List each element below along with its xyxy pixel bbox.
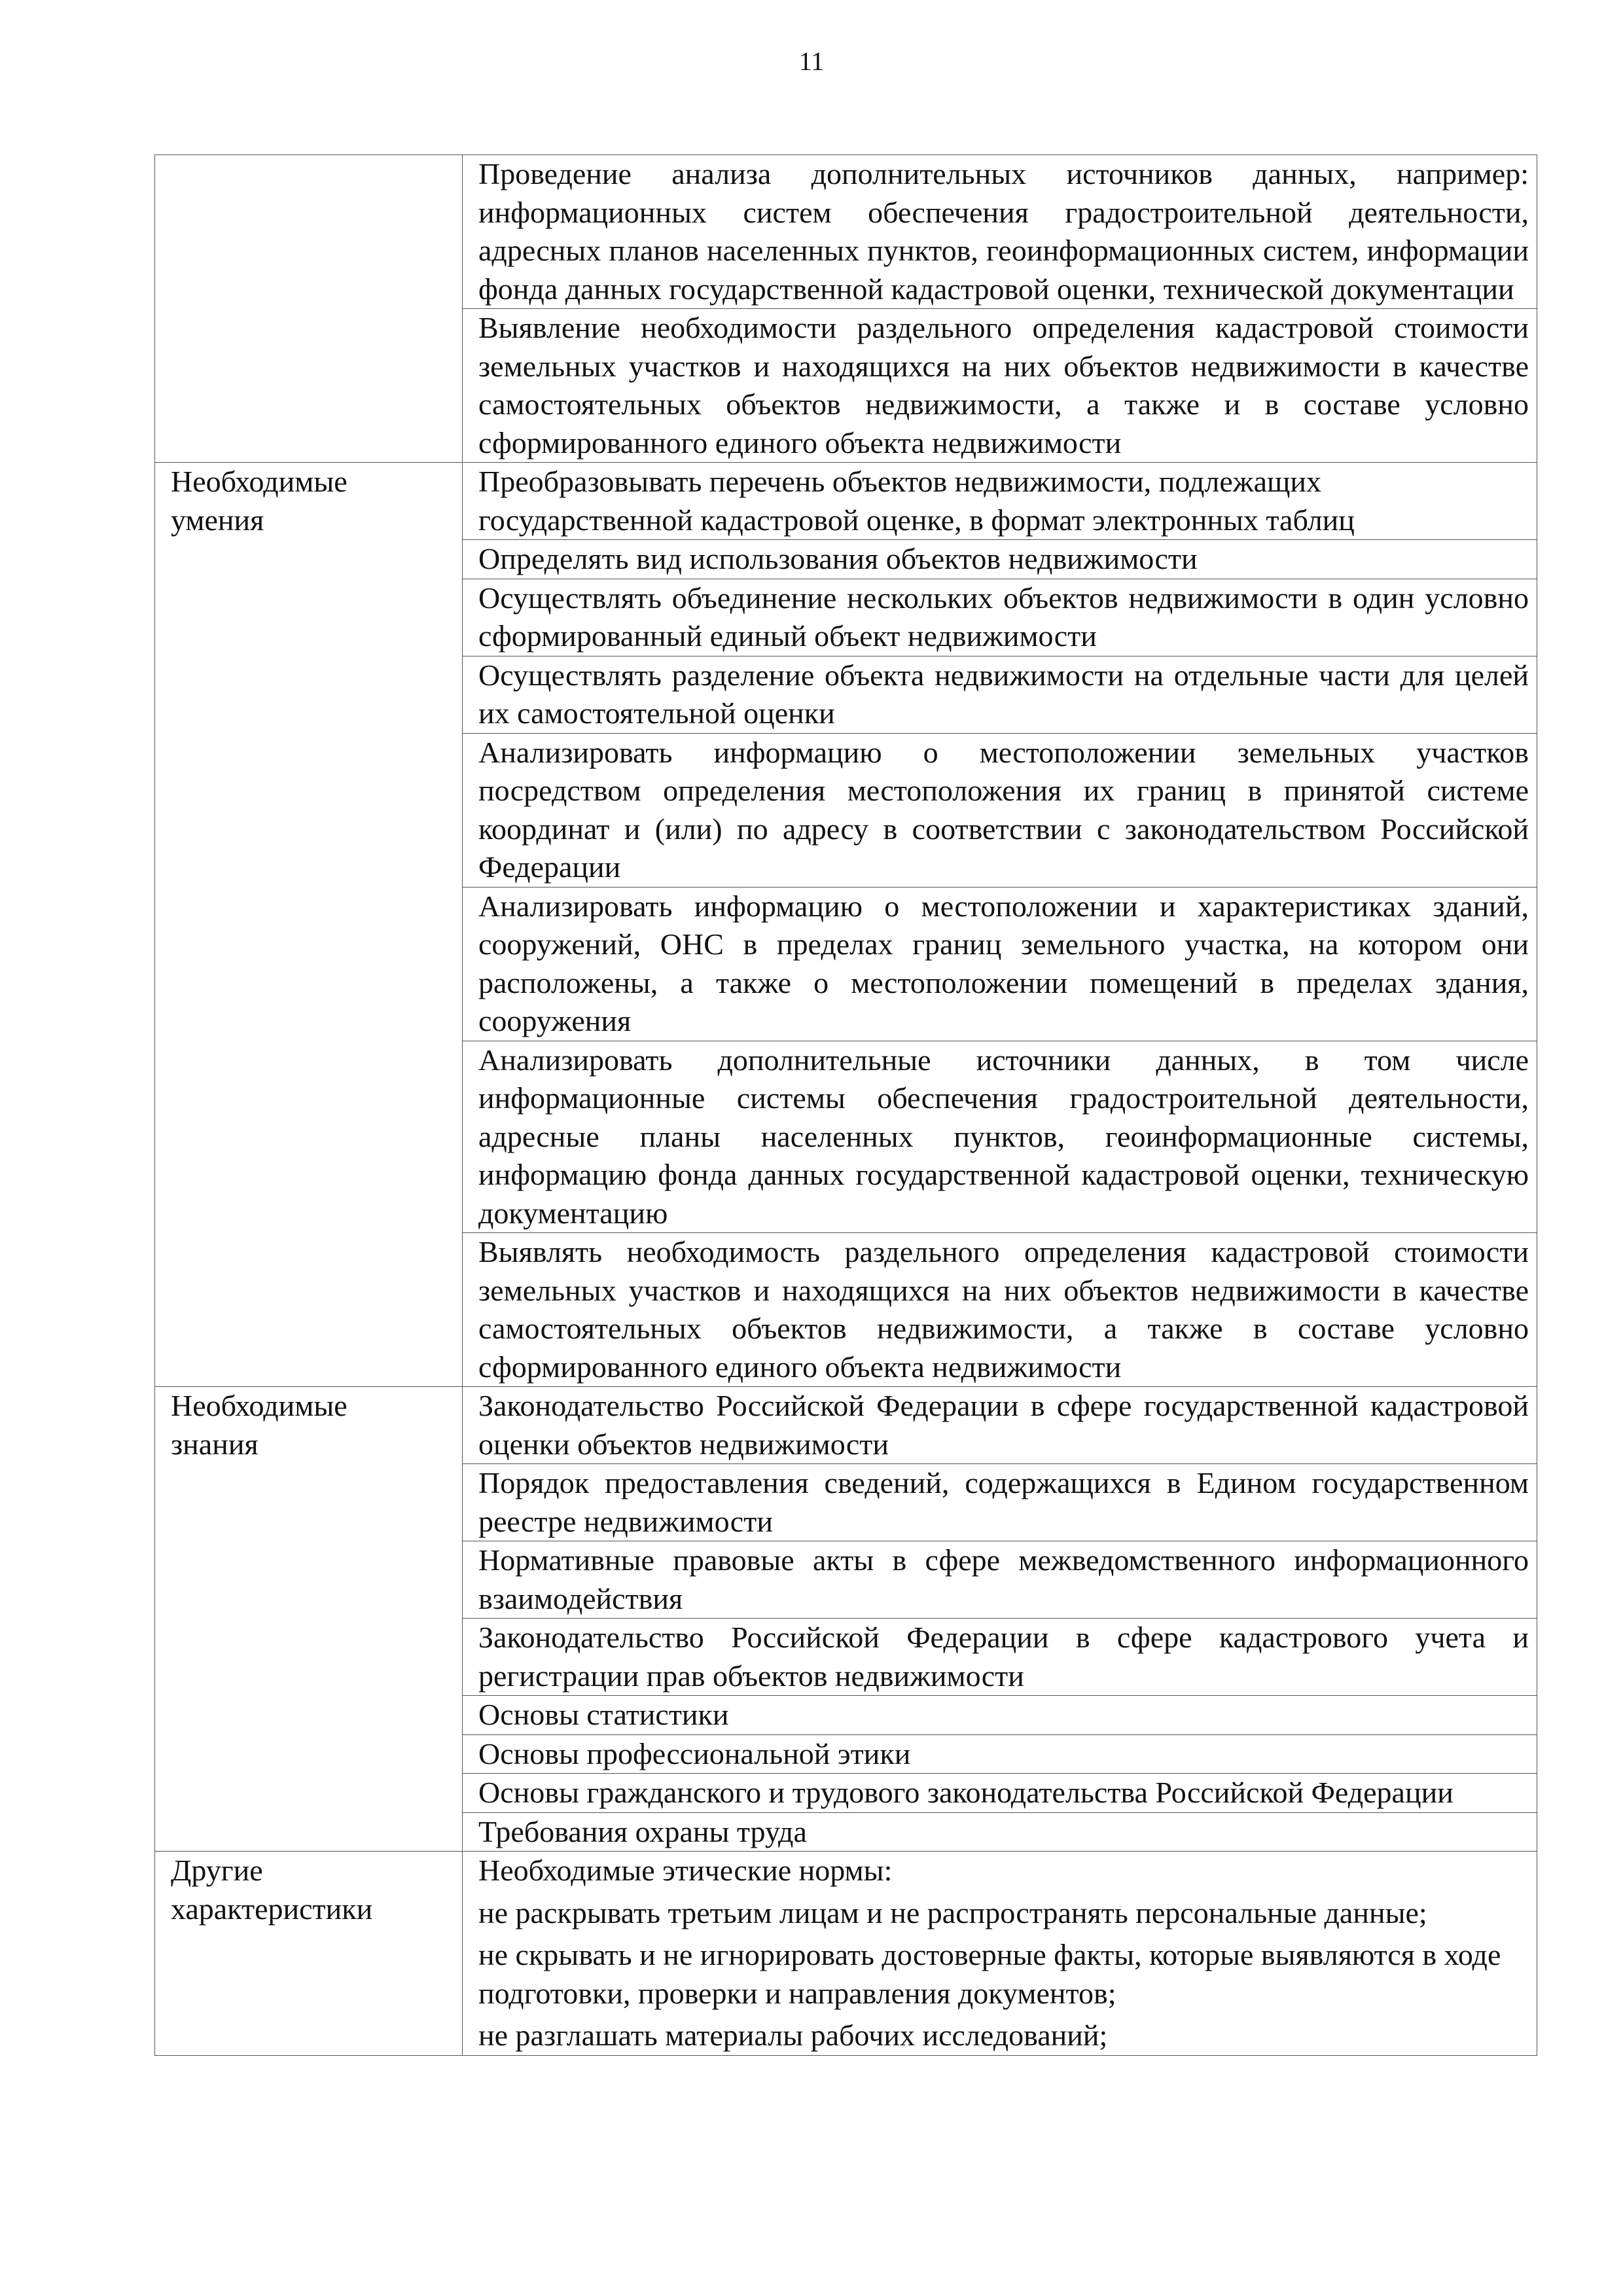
table-cell-text: Анализировать информацию о местоположении и характеристиках зданий, сооружений, ОНС в пределах границ земельного участка, на котором они расположены, а также о местоположении помещений в пределах здания, сооружения	[463, 887, 1537, 1041]
qualification-table	[154, 154, 1537, 2056]
knowledge-label-line2: знания	[171, 1427, 259, 1461]
other-label-line1: Другие	[171, 1854, 263, 1887]
ethics-heading: Необходимые этические нормы:	[478, 1854, 893, 1887]
table-cell-text: Осуществлять разделение объекта недвижимости на отдельные части для целей их самостоятельной оценки	[463, 656, 1537, 733]
table-cell-text: Основы статистики	[463, 1696, 1537, 1735]
table-cell-text: Законодательство Российской Федерации в сфере кадастрового учета и регистрации прав объектов недвижимости	[463, 1619, 1537, 1696]
table-cell-text: Анализировать информацию о местоположении земельных участков посредством определения местоположения их границ в принятой системе координат и (или) по адресу в соответствии с законодательством Российской Федерации	[463, 733, 1537, 887]
knowledge-label	[155, 1387, 463, 1852]
table-cell-text: Нормативные правовые акты в сфере межведомственного информационного взаимодействия	[463, 1541, 1537, 1619]
table-row	[155, 155, 1537, 309]
table-cell-text: Выявление необходимости раздельного определения кадастровой стоимости земельных участков и находящихся на них объектов недвижимости в качестве самостоятельных объектов недвижимости, а также и в составе условно сформированного единого объекта недвижимости	[463, 309, 1537, 463]
skills-label-line1: Необходимые	[171, 465, 348, 498]
other-label-line2: характеристики	[171, 1892, 373, 1926]
table-cell-text: Определять вид использования объектов недвижимости	[463, 540, 1537, 579]
ethics-line: не скрывать и не игнорировать достоверные факты, которые выявляются в ходе подготовки, проверки и направления документов;	[478, 1938, 1501, 2010]
table-cell-text: Законодательство Российской Федерации в сфере государственной кадастровой оценки объектов недвижимости	[463, 1387, 1537, 1464]
table-cell-text: Выявлять необходимость раздельного определения кадастровой стоимости земельных участков и находящихся на них объектов недвижимости в качестве самостоятельных объектов недвижимости, а также в составе условно сформированного единого объекта недвижимости	[463, 1233, 1537, 1387]
table-row	[155, 463, 1537, 540]
table-cell-text: Требования охраны труда	[463, 1812, 1537, 1852]
table-cell-text: Проведение анализа дополнительных источников данных, например: информационных систем обеспечения градостроительной деятельности, адресных планов населенных пунктов, геоинформационных систем, информации фонда данных государственной кадастровой оценки, технической документации	[463, 155, 1537, 309]
table-cell-text: Осуществлять объединение нескольких объектов недвижимости в один условно сформированный единый объект недвижимости	[463, 579, 1537, 656]
ethics-line: не разглашать материалы рабочих исследований;	[478, 2018, 1108, 2052]
ethics-line: не раскрывать третьим лицам и не распространять персональные данные;	[478, 1895, 1427, 1929]
empty-label-cell	[155, 155, 463, 463]
table-row	[155, 1852, 1537, 2056]
table-cell-text: Порядок предоставления сведений, содержащихся в Едином государственном реестре недвижимости	[463, 1464, 1537, 1541]
table-cell-text: Преобразовывать перечень объектов недвижимости, подлежащих государственной кадастровой оценке, в формат электронных таблиц	[463, 463, 1537, 540]
skills-label	[155, 463, 463, 1387]
skills-label-line2: умения	[171, 503, 264, 537]
page-number: 11	[798, 46, 825, 76]
knowledge-label-line1: Необходимые	[171, 1389, 348, 1422]
table-cell-text: Анализировать дополнительные источники данных, в том числе информационные системы обеспечения градостроительной деятельности, адресные планы населенных пунктов, геоинформационные системы, информацию фонда данных государственной кадастровой оценки, техническую документацию	[463, 1041, 1537, 1233]
ethics-cell	[463, 1852, 1537, 2056]
table-cell-text: Основы профессиональной этики	[463, 1734, 1537, 1774]
table-cell-text: Основы гражданского и трудового законодательства Российской Федерации	[463, 1774, 1537, 1813]
other-label	[155, 1852, 463, 2056]
table-row	[155, 1387, 1537, 1464]
